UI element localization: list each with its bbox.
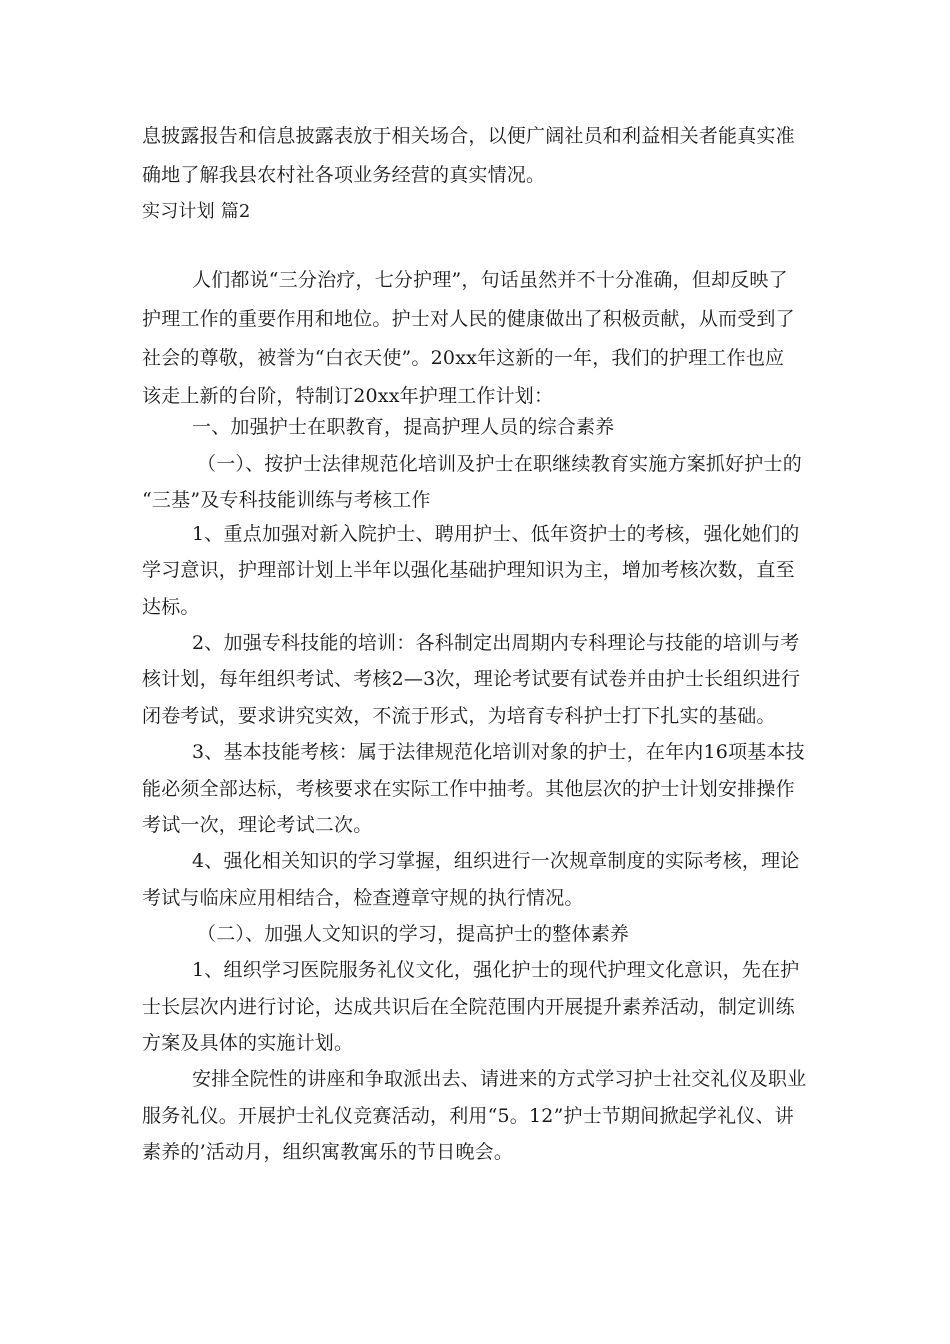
item-3-line-1: 3、基本技能考核：属于法律规范化培训对象的护士，在年内16项基本技: [192, 741, 805, 763]
intro-line-3: 社会的尊敬，被誉为“白衣天使”。20xx年这新的一年，我们的护理工作也应: [142, 347, 785, 369]
item-5-line-1: 1、组织学习医院服务礼仪文化，强化护士的现代护理文化意识，先在护: [192, 959, 800, 981]
item-4-line-2: 考试与临床应用相结合，检查遵章守规的执行情况。: [142, 887, 584, 909]
item-2-line-3: 闭卷考试，要求讲究实效，不流于形式，为培育专科护士打下扎实的基础。: [142, 705, 776, 727]
intro-line-1: 人们都说“三分治疗，七分护理”，句话虽然并不十分准确，但却反映了: [192, 269, 788, 291]
continuation-line-2: 确地了解我县农村社各项业务经营的真实情况。: [142, 164, 546, 186]
item-5-line-3: 方案及具体的实施计划。: [142, 1032, 354, 1054]
item-6-line-2: 服务礼仪。开展护士礼仪竞赛活动，利用“5。12”护士节期间掀起学礼仪、讲: [142, 1105, 794, 1127]
sub-heading-1-line-1: （一）、按护士法律规范化培训及护士在职继续教育实施方案抓好护士的: [197, 453, 802, 475]
item-5-line-2: 士长层次内进行讨论，达成共识后在全院范围内开展提升素养活动，制定训练: [142, 996, 795, 1018]
item-2-line-1: 2、加强专科技能的培训：各科制定出周期内专科理论与技能的培训与考: [192, 632, 800, 654]
item-3-line-3: 考试一次，理论考试二次。: [142, 814, 373, 836]
item-3-line-2: 能必须全部达标，考核要求在实际工作中抽考。其他层次的护士计划安排操作: [142, 778, 795, 800]
item-6-line-1: 安排全院性的讲座和争取派出去、请进来的方式学习护士社交礼仪及职业: [192, 1068, 807, 1090]
item-4-line-1: 4、强化相关知识的学习掌握，组织进行一次规章制度的实际考核，理论: [192, 850, 800, 872]
section-title: 实习计划 篇2: [142, 201, 251, 222]
item-1-line-3: 达标。: [142, 596, 200, 618]
intro-line-4: 该走上新的台阶，特制订20xx年护理工作计划：: [142, 385, 554, 407]
intro-line-2: 护理工作的重要作用和地位。护士对人民的健康做出了积极贡献，从而受到了: [142, 308, 795, 330]
sub-heading-2: （二）、加强人文知识的学习，提高护士的整体素养: [197, 923, 630, 945]
item-1-line-2: 学习意识，护理部计划上半年以强化基础护理知识为主，增加考核次数，直至: [142, 559, 795, 581]
item-2-line-2: 核计划，每年组织考试、考核2—3次，理论考试要有试卷并由护士长组织进行: [142, 668, 801, 690]
sub-heading-1-line-2: “三基”及专科技能训练与考核工作: [142, 489, 431, 511]
heading-1: 一、加强护士在职教育，提高护理人员的综合素养: [192, 416, 615, 438]
item-1-line-1: 1、重点加强对新入院护士、聘用护士、低年资护士的考核，强化她们的: [192, 523, 800, 545]
item-6-line-3: 素养的’活动月，组织寓教寓乐的节日晚会。: [142, 1141, 514, 1163]
continuation-line-1: 息披露报告和信息披露表放于相关场合，以便广阔社员和利益相关者能真实准: [142, 125, 795, 147]
